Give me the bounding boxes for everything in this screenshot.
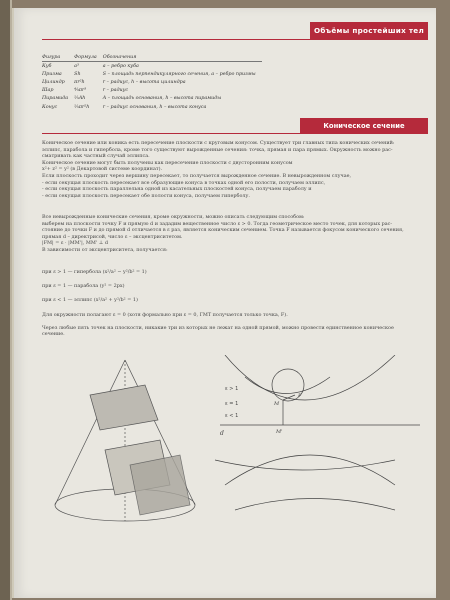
cell-notation: r – радиус, h – высота цилиндра xyxy=(102,79,186,85)
label-e-lt: ε < 1 xyxy=(225,413,239,419)
text-line: сматривать как частный случай эллипса. xyxy=(42,153,150,160)
text-line: Все невырожденные конические сечения, кроме окружности, можно описать следующим способом: xyxy=(42,214,305,220)
section-title: Коническое сечение xyxy=(300,118,428,134)
cell-notation: r – радиус xyxy=(102,88,129,94)
cell-formula: ⅓Ah xyxy=(74,96,86,102)
volume-table xyxy=(42,55,262,111)
text-line: Через любые пять точек на плоскости, никакие три из которых не лежат на одной прямой, можно провести единственное коническое xyxy=(42,324,394,331)
text-line: Коническое сечение могут быть получены как пересечение плоскости с двусторонним конусом xyxy=(42,159,293,166)
text-line: В зависимости от эксцентриситета, получается: xyxy=(42,246,168,253)
text-line: сечение. xyxy=(42,331,65,338)
text-line: - если секущая плоскость параллельна одной из касательных плоскостей конуса, получаем параболу и xyxy=(42,186,312,193)
table-row xyxy=(42,62,262,71)
cell-figure: Конус xyxy=(42,104,58,110)
text-line: Если плоскость проходит через вершину пересекает, то получается вырожденное сечение. В невырожденном случае, xyxy=(42,172,352,179)
cell-formula: a³ xyxy=(74,63,79,69)
text-line: |FM| = ε · |MM'|, MM' ⊥ d xyxy=(42,240,109,247)
cell-notation: S – площадь перпендикулярного сечения, a – ребро призмы xyxy=(102,71,256,77)
text-line: Коническое сечение или коника есть пересечение плоскости с круговым конусом. Существует три главных типа конических сечений: xyxy=(42,140,395,146)
text-line: прямая d – директрисой, число ε – эксцентриситетом. xyxy=(42,233,183,240)
cell-figure: Пирамида xyxy=(42,96,69,102)
label-m: M xyxy=(274,401,280,407)
cell-figure: Шар xyxy=(42,88,54,94)
cell-formula: ⅓πr²h xyxy=(74,104,90,110)
cell-figure: Цилиндр xyxy=(42,79,65,85)
case-hyperbola: при ε > 1 — гипербола (x²/a² − y²/b² = 1) xyxy=(42,269,147,275)
section-rule xyxy=(42,133,428,134)
cell-notation: r – радиус основания, h – высота конуса xyxy=(102,104,207,110)
text-line: стояние до точки F и до прямой d отличается в ε раз, является коническим сечением. Точка F называется фокусом конического сечения, xyxy=(42,227,404,234)
case-ellipse: при ε < 1 — эллипс (x²/a² + y²/b² = 1) xyxy=(42,297,138,303)
text-line: - если секущая плоскость пересекает все образующие конуса в точках одной его полости, получаем эллипс, xyxy=(42,179,326,186)
cell-figure: Призма xyxy=(42,71,62,77)
text-line: - если секущая плоскость пересекает обе полости конуса, получаем гиперболу. xyxy=(42,192,250,199)
table-row xyxy=(42,78,262,86)
cone-figure xyxy=(55,360,195,521)
table-row xyxy=(42,70,262,78)
page-title: Объёмы простейших тел xyxy=(310,22,428,40)
table-row xyxy=(42,87,262,95)
table-header: Фигура xyxy=(42,55,74,62)
label-e-eq: ε = 1 xyxy=(225,401,239,407)
table-header: Формула xyxy=(74,55,103,62)
case-parabola: при ε = 1 — парабола (y² = 2px) xyxy=(42,283,125,289)
text-block-cases xyxy=(42,268,424,304)
page-fold xyxy=(10,0,12,600)
title-rule xyxy=(42,39,428,40)
label-d: d xyxy=(220,430,224,437)
table-row xyxy=(42,103,262,111)
cell-notation: A – площадь основания, h – высота пирамиды xyxy=(102,96,222,102)
text-block-closing xyxy=(42,312,424,338)
cell-formula: ⁴⁄₃πr³ xyxy=(74,88,87,94)
text-line: x²+ z² = y² (в Декартовой системе координат). xyxy=(42,166,163,173)
cell-notation: a – ребро куба xyxy=(102,63,139,69)
text-line: эллипс, парабола и гипербола, кроме того существуют вырожденные сечения: точка, прямая и пара прямых. Окружность можно рас- xyxy=(42,146,393,153)
cell-formula: πr²h xyxy=(74,79,85,85)
cell-formula: Sh xyxy=(74,71,81,77)
text-block-intro xyxy=(42,140,424,199)
text-block-definition xyxy=(42,214,424,254)
label-m-prime: M' xyxy=(276,429,283,435)
conic-figures xyxy=(30,355,430,535)
label-e-gt: ε > 1 xyxy=(225,386,239,392)
table-header: Обозначения xyxy=(103,55,262,62)
text-line: Для окружности полагают ε = 0 (хотя формально при ε = 0, ГМТ получается только точка, F). xyxy=(42,312,288,318)
table-row xyxy=(42,95,262,103)
cell-figure: Куб xyxy=(42,63,52,69)
text-line: выберем на плоскости точку F и прямую d и зададим вещественное число ε > 0. Тогда геометрическое место точек, для которых рас- xyxy=(42,220,393,227)
focus-directrix-figure xyxy=(215,355,420,510)
label-f: F xyxy=(298,393,302,399)
